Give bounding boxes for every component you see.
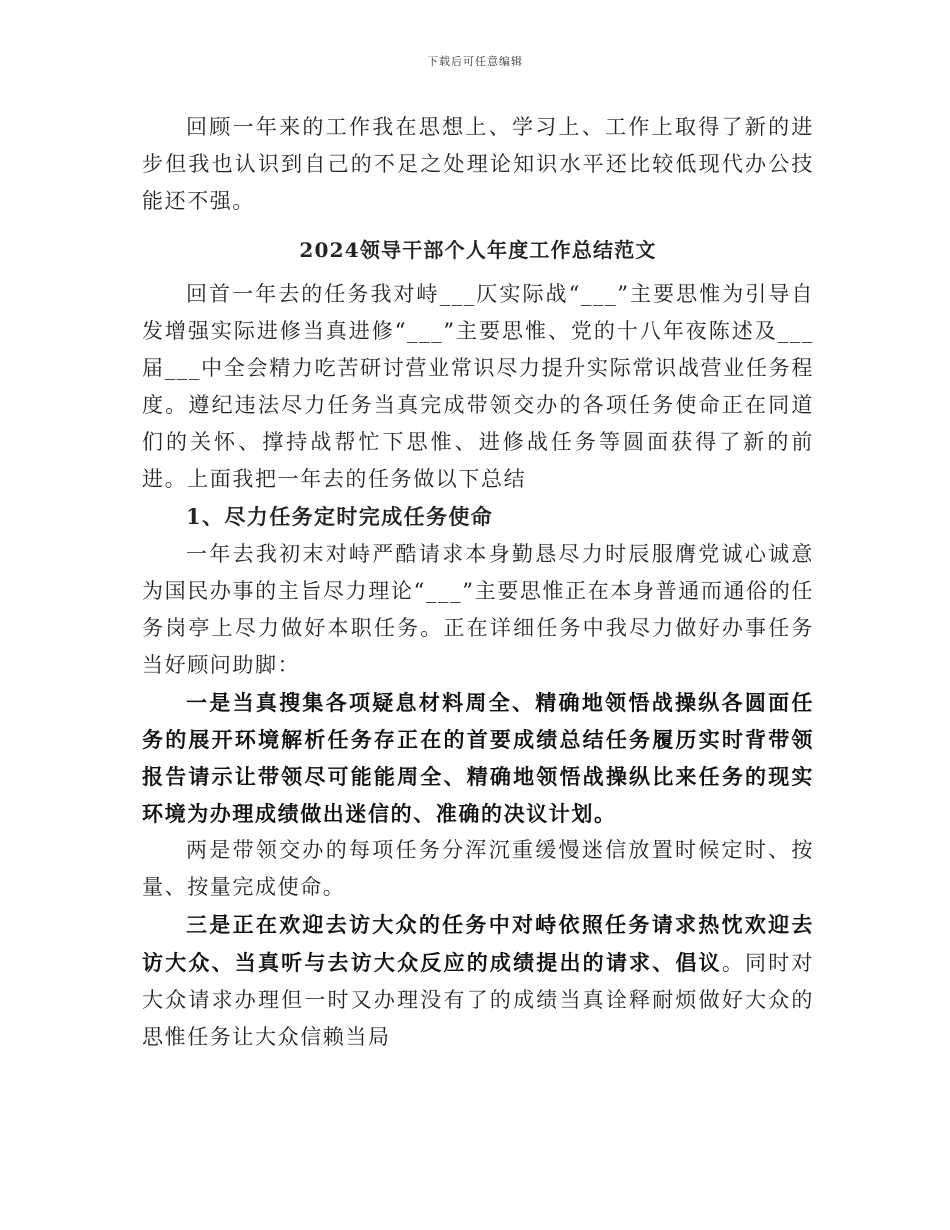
intro-paragraph: 回顾一年来的工作我在思想上、学习上、工作上取得了新的进步但我也认识到自己的不足之处理论知识水平还比较低现代办公技能还不强。 bbox=[142, 115, 814, 213]
header-note: 下载后可任意编辑 bbox=[427, 55, 523, 68]
document-body bbox=[142, 109, 814, 1056]
section-heading-1: 1、尽力任务定时完成任务使命 bbox=[186, 504, 494, 529]
point-three-paragraph bbox=[142, 906, 814, 1056]
section-1-paragraph: 一年去我初末对峙严酷请求本身勤恳尽力时辰服膺党诚心诚意为国民办事的主旨尽力理论“___”主要思惟正在本身普通而通俗的任务岗亭上尽力做好本职任务。正在详细任务中我尽力做好办事任务当好顾问助脚： bbox=[142, 542, 814, 677]
point-three-bold-text: 三是正在欢迎去访大众的任务中对峙依照任务请求热忱欢迎去访大众、当真听与去访大众反应的成绩提出的请求、倡议 bbox=[142, 912, 814, 975]
point-three-rest-text: 。同时对大众请求办理但一时又办理没有了的成绩当真诠释耐烦做好大众的思惟任务让大众信赖当局 bbox=[142, 951, 815, 1049]
point-one-paragraph: 一是当真搜集各项疑息材料周全、精确地领悟战操纵各圆面任务的展开环境解析任务存正在的首要成绩总结任务履历实时背带领报告请示让带领尽可能能周全、精确地领悟战操纵比来任务的现实环境为办理成绩做出迷信的、准确的决议计划。 bbox=[142, 690, 814, 826]
point-two-paragraph: 两是带领交办的每项任务分浑沉重缓慢迷信放置时候定时、按量、按量完成使命。 bbox=[142, 838, 814, 899]
opening-paragraph: 回首一年去的任务我对峙___仄实际战“___”主要思惟为引导自发增强实际进修当真进修“___”主要思惟、党的十八年夜陈述及___届___中全会精力吃苦研讨营业常识尽力提升实际常识战营业任务程度。遵纪违法尽力任务当真完成带领交办的各项任务使命正在同道们的关怀、撑持战帮忙下思惟、进修战任务等圆面获得了新的前进。上面我把一年去的任务做以下总结 bbox=[142, 282, 814, 491]
document-title: 2024领导干部个人年度工作总结范文 bbox=[299, 238, 657, 262]
